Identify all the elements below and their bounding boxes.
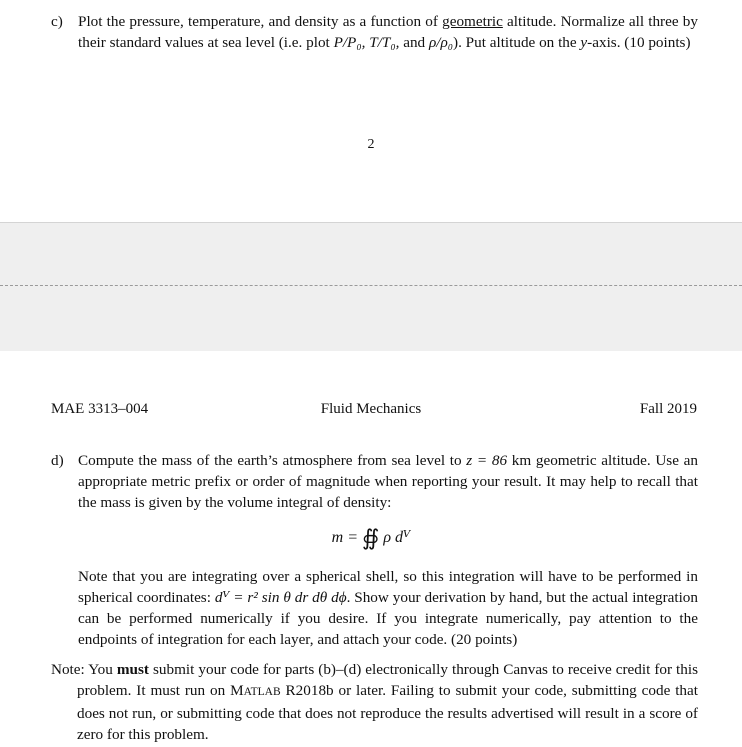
note-prefix: Note: You xyxy=(51,661,117,678)
note-bold: must xyxy=(116,661,149,678)
math-y: y xyxy=(580,34,588,51)
equation-rhs: ρ dⱽ xyxy=(383,529,411,546)
page-bottom xyxy=(0,351,742,747)
page-break-line xyxy=(0,285,742,286)
problem-c-text-part: altitude. Normalize all three by their standard values at sea level (i.e. plot xyxy=(78,13,698,51)
problem-c-label: c) xyxy=(51,13,63,30)
page-top xyxy=(0,0,742,222)
underlined-word: geometric xyxy=(442,13,503,30)
page-gap xyxy=(0,222,742,352)
equation-lhs: m = xyxy=(331,529,359,546)
page-number: 2 xyxy=(367,137,375,152)
paragraph-part: . Show your derivation by hand, but the actual integration can be performed numerically if you desire. If you integrate numerically, pay attention to the endpoints of integration for each layer, and attach your code. (20 points) xyxy=(78,589,698,648)
header-subject: Fluid Mechanics xyxy=(320,401,422,417)
problem-c-text-part: and xyxy=(399,34,429,51)
problem-d-text-part: km geometric altitude. Use an appropriate metric prefix or order of magnitude when reporting your result. It may help to recall that the mass is given by the volume integral of density: xyxy=(78,452,698,511)
mass-equation xyxy=(0,525,742,551)
paragraph-part: Note that you are integrating over a spherical shell, so this integration will have to be performed in spherical coordinates: xyxy=(78,568,698,606)
code-note-text xyxy=(51,659,698,745)
math-z: z = 86 xyxy=(466,452,508,469)
code-note xyxy=(51,659,698,745)
note-text-part: submit your code for parts (b)–(d) electronically through Canvas to receive credit for this problem. It must run on M xyxy=(77,661,699,699)
problem-d-text xyxy=(78,450,698,513)
header-term: Fall 2019 xyxy=(639,401,697,417)
problem-c-text-part: ). Put altitude on the xyxy=(453,34,581,51)
problem-c-text-part: -axis. (10 points) xyxy=(587,34,691,51)
header-course: MAE 3313–004 xyxy=(51,401,149,417)
problem-d-paragraph xyxy=(78,566,698,650)
math-rho-ratio: ρ/ρ₀ xyxy=(428,34,454,51)
problem-c-text-part: Plot the pressure, temperature, and density as a function of xyxy=(78,13,443,30)
math-volume-element: dⱽ = r² sin θ dr dθ dϕ xyxy=(214,589,347,606)
matlab-smallcaps: ATLAB xyxy=(243,686,281,698)
volume-integral-symbol: ∯ xyxy=(362,525,380,550)
problem-d-paragraph-text xyxy=(78,566,698,650)
problem-d-text-part: Compute the mass of the earth’s atmosphere from sea level to xyxy=(78,452,467,469)
note-text-part: R2018b or later. Failing to submit your code, submitting code that does not run, or submitting code that does not reproduce the results advertised will result in a score of zero for this problem. xyxy=(77,682,698,743)
problem-d-label: d) xyxy=(51,452,64,469)
problem-c-text xyxy=(78,11,698,53)
math-ratios: P/P₀, T/T₀, xyxy=(333,34,400,51)
